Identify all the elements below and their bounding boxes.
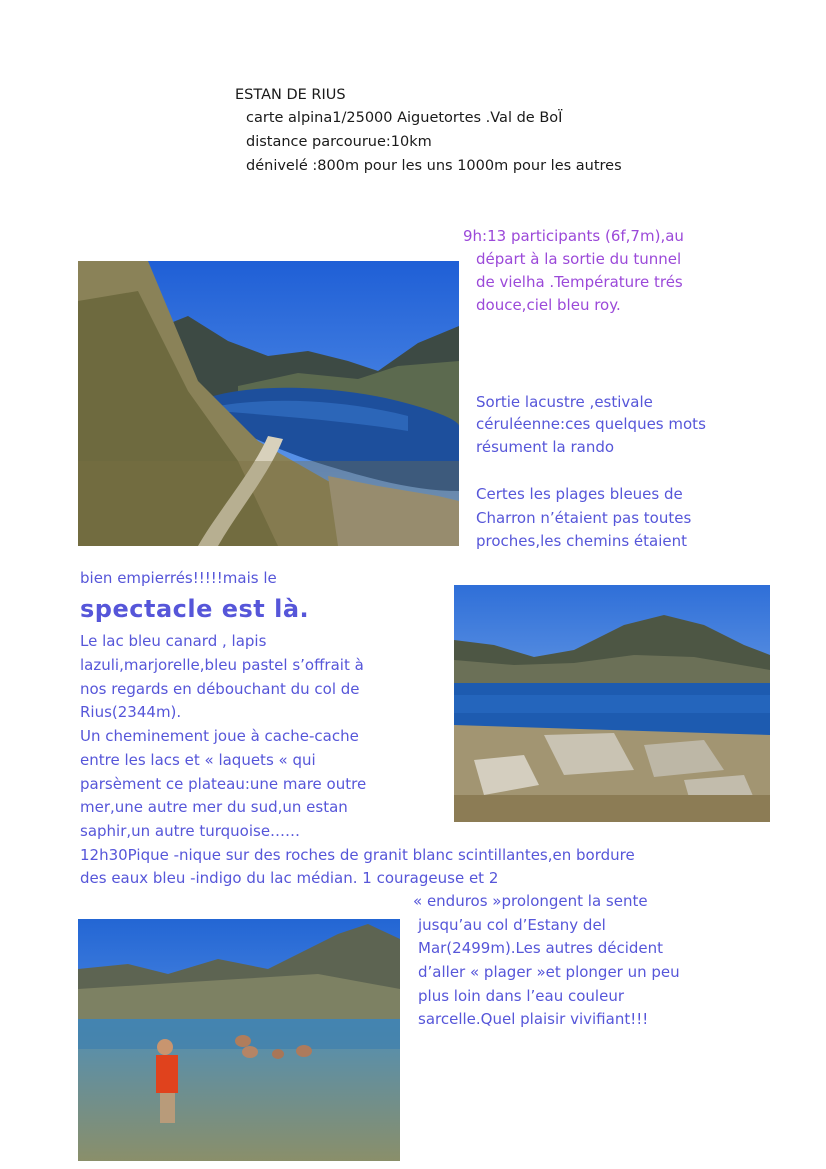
beaches-line-1: Certes les plages bleues de — [476, 485, 683, 503]
ending-line-3: Mar(2499m).Les autres décident — [418, 939, 663, 957]
middle-line-before: bien empierrés!!!!!mais le — [80, 569, 277, 587]
ending-line-6: sarcelle.Quel plaisir vivifiant!!! — [418, 1010, 649, 1028]
summary-line-1: Sortie lacustre ,estivale — [476, 393, 653, 411]
middle-line-7: parsèment ce plateau:une mare outre — [80, 775, 367, 793]
beaches-line-3: proches,les chemins étaient — [476, 532, 688, 550]
middle-line-9: saphir,un autre turquoise…… — [80, 822, 301, 840]
middle-line-2: lazuli,marjorelle,bleu pastel s’offrait à — [80, 656, 364, 674]
lunch-line-2: des eaux bleu -indigo du lac médian. 1 courageuse et 2 — [80, 869, 499, 887]
middle-line-5: Un cheminement joue à cache-cache — [80, 727, 359, 745]
middle-line-3: nos regards en débouchant du col de — [80, 680, 360, 698]
elevation-line: dénivelé :800m pour les uns 1000m pour les autres — [246, 158, 622, 174]
middle-line-6: entre les lacs et « laquets « qui — [80, 751, 316, 769]
ending-line-4: d’aller « plager »et plonger un peu — [418, 963, 680, 981]
photo-swimmers — [78, 919, 400, 1161]
map-reference: carte alpina1/25000 Aiguetortes .Val de BoÏ — [246, 110, 563, 126]
middle-line-4: Rius(2344m). — [80, 703, 182, 721]
summary-line-2: céruléenne:ces quelques mots — [476, 415, 706, 433]
middle-line-8: mer,une autre mer du sud,un estan — [80, 798, 348, 816]
intro-line-3: de vielha .Température trés — [476, 273, 683, 291]
lunch-line-1: 12h30Pique -nique sur des roches de granit blanc scintillantes,en bordure — [80, 846, 635, 864]
highlight-heading: spectacle est là. — [80, 595, 310, 623]
photo-lake-path — [78, 261, 459, 546]
photo-lake-rocks — [454, 585, 770, 822]
summary-line-3: résument la rando — [476, 438, 615, 456]
intro-line-1: 9h:13 participants (6f,7m),au — [463, 227, 684, 245]
document-title: ESTAN DE RIUS — [235, 87, 346, 103]
intro-line-4: douce,ciel bleu roy. — [476, 296, 621, 314]
intro-line-2: départ à la sortie du tunnel — [476, 250, 682, 268]
ending-line-1: « enduros »prolongent la sente — [413, 892, 648, 910]
middle-line-1: Le lac bleu canard , lapis — [80, 632, 267, 650]
beaches-line-2: Charron n’étaient pas toutes — [476, 509, 692, 527]
ending-line-5: plus loin dans l’eau couleur — [418, 987, 625, 1005]
distance-line: distance parcourue:10km — [246, 134, 432, 150]
ending-line-2: jusqu’au col d’Estany del — [418, 916, 606, 934]
